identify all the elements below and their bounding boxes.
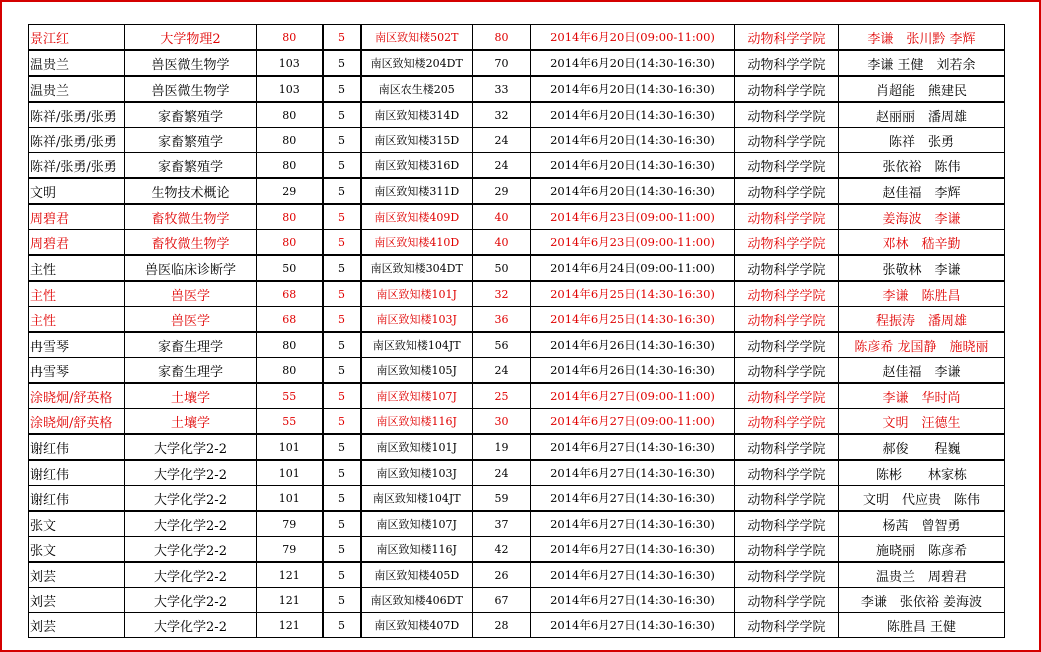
college-cell[interactable]: 动物科学学院 <box>735 153 839 179</box>
table-row <box>29 178 1005 204</box>
duration-cell[interactable]: 5 <box>323 562 361 588</box>
proctors-cell[interactable]: 张敬林 李谦 <box>839 255 1005 281</box>
enrolled-cell[interactable]: 40 <box>473 230 531 256</box>
exam-time-cell[interactable]: 2014年6月20日(14:30-16:30) <box>531 153 735 179</box>
room-cell[interactable]: 南区致知楼104JT <box>361 486 473 512</box>
teacher-cell[interactable]: 张文 <box>29 537 125 563</box>
college-cell[interactable]: 动物科学学院 <box>735 332 839 358</box>
duration-cell[interactable]: 5 <box>323 76 361 102</box>
course-cell[interactable]: 家畜生理学 <box>125 332 257 358</box>
exam-time-cell[interactable]: 2014年6月27日(14:30-16:30) <box>531 486 735 512</box>
college-cell[interactable]: 动物科学学院 <box>735 613 839 638</box>
teacher-cell[interactable]: 冉雪琴 <box>29 358 125 384</box>
class-size-cell[interactable]: 80 <box>257 358 323 384</box>
duration-cell[interactable]: 5 <box>323 204 361 230</box>
duration-cell[interactable]: 5 <box>323 153 361 179</box>
college-cell[interactable]: 动物科学学院 <box>735 102 839 128</box>
course-cell[interactable]: 家畜繁殖学 <box>125 153 257 179</box>
exam-time-cell[interactable]: 2014年6月25日(14:30-16:30) <box>531 307 735 333</box>
exam-time-cell[interactable]: 2014年6月27日(14:30-16:30) <box>531 537 735 563</box>
class-size-cell[interactable]: 80 <box>257 25 323 51</box>
proctors-cell[interactable]: 施晓丽 陈彦希 <box>839 537 1005 563</box>
table-row <box>29 76 1005 102</box>
proctors-cell[interactable]: 文明 代应贵 陈伟 <box>839 486 1005 512</box>
teacher-cell[interactable]: 主性 <box>29 281 125 307</box>
course-cell[interactable]: 大学化学2-2 <box>125 511 257 537</box>
college-cell[interactable]: 动物科学学院 <box>735 486 839 512</box>
room-cell[interactable]: 南区致知楼407D <box>361 613 473 638</box>
teacher-cell[interactable]: 周碧君 <box>29 230 125 256</box>
class-size-cell[interactable]: 55 <box>257 383 323 409</box>
enrolled-cell[interactable]: 26 <box>473 562 531 588</box>
proctors-cell[interactable]: 郝俊 程巍 <box>839 434 1005 460</box>
table-row <box>29 460 1005 486</box>
room-cell[interactable]: 南区致知楼315D <box>361 128 473 153</box>
college-cell[interactable]: 动物科学学院 <box>735 128 839 153</box>
class-size-cell[interactable]: 80 <box>257 204 323 230</box>
course-cell[interactable]: 大学化学2-2 <box>125 588 257 613</box>
proctors-cell[interactable]: 陈胜昌 王健 <box>839 613 1005 638</box>
exam-time-cell[interactable]: 2014年6月26日(14:30-16:30) <box>531 332 735 358</box>
exam-time-cell[interactable]: 2014年6月27日(14:30-16:30) <box>531 562 735 588</box>
teacher-cell[interactable]: 陈祥/张勇/张勇 <box>29 128 125 153</box>
enrolled-cell[interactable]: 30 <box>473 409 531 435</box>
enrolled-cell[interactable]: 40 <box>473 204 531 230</box>
exam-time-cell[interactable]: 2014年6月27日(14:30-16:30) <box>531 460 735 486</box>
exam-time-cell[interactable]: 2014年6月23日(09:00-11:00) <box>531 230 735 256</box>
room-cell[interactable]: 南区致知楼502T <box>361 25 473 51</box>
course-cell[interactable]: 家畜繁殖学 <box>125 128 257 153</box>
course-cell[interactable]: 兽医微生物学 <box>125 76 257 102</box>
class-size-cell[interactable]: 103 <box>257 50 323 76</box>
enrolled-cell[interactable]: 37 <box>473 511 531 537</box>
enrolled-cell[interactable]: 50 <box>473 255 531 281</box>
duration-cell[interactable]: 5 <box>323 128 361 153</box>
enrolled-cell[interactable]: 19 <box>473 434 531 460</box>
duration-cell[interactable]: 5 <box>323 460 361 486</box>
duration-cell[interactable]: 5 <box>323 281 361 307</box>
class-size-cell[interactable]: 68 <box>257 281 323 307</box>
table-row <box>29 25 1005 51</box>
proctors-cell[interactable]: 杨茜 曾智勇 <box>839 511 1005 537</box>
course-cell[interactable]: 大学化学2-2 <box>125 460 257 486</box>
table-row <box>29 50 1005 76</box>
duration-cell[interactable]: 5 <box>323 332 361 358</box>
college-cell[interactable]: 动物科学学院 <box>735 307 839 333</box>
class-size-cell[interactable]: 101 <box>257 460 323 486</box>
college-cell[interactable]: 动物科学学院 <box>735 358 839 384</box>
college-cell[interactable]: 动物科学学院 <box>735 588 839 613</box>
college-cell[interactable]: 动物科学学院 <box>735 204 839 230</box>
course-cell[interactable]: 大学化学2-2 <box>125 562 257 588</box>
duration-cell[interactable]: 5 <box>323 613 361 638</box>
table-row <box>29 562 1005 588</box>
college-cell[interactable]: 动物科学学院 <box>735 537 839 563</box>
room-cell[interactable]: 南区致知楼107J <box>361 511 473 537</box>
table-row <box>29 230 1005 256</box>
room-cell[interactable]: 南区致知楼101J <box>361 281 473 307</box>
class-size-cell[interactable]: 80 <box>257 128 323 153</box>
college-cell[interactable]: 动物科学学院 <box>735 511 839 537</box>
course-cell[interactable]: 家畜生理学 <box>125 358 257 384</box>
room-cell[interactable]: 南区致知楼103J <box>361 460 473 486</box>
class-size-cell[interactable]: 50 <box>257 255 323 281</box>
class-size-cell[interactable]: 121 <box>257 588 323 613</box>
table-row <box>29 358 1005 384</box>
course-cell[interactable]: 大学化学2-2 <box>125 434 257 460</box>
course-cell[interactable]: 土壤学 <box>125 409 257 435</box>
room-cell[interactable]: 南区农生楼205 <box>361 76 473 102</box>
college-cell[interactable]: 动物科学学院 <box>735 255 839 281</box>
proctors-cell[interactable]: 李谦 华时尚 <box>839 383 1005 409</box>
duration-cell[interactable]: 5 <box>323 486 361 512</box>
exam-time-cell[interactable]: 2014年6月27日(14:30-16:30) <box>531 613 735 638</box>
college-cell[interactable]: 动物科学学院 <box>735 230 839 256</box>
proctors-cell[interactable]: 邓林 嵇辛勤 <box>839 230 1005 256</box>
class-size-cell[interactable]: 121 <box>257 613 323 638</box>
teacher-cell[interactable]: 文明 <box>29 178 125 204</box>
college-cell[interactable]: 动物科学学院 <box>735 409 839 435</box>
duration-cell[interactable]: 5 <box>323 178 361 204</box>
course-cell[interactable]: 土壤学 <box>125 383 257 409</box>
exam-time-cell[interactable]: 2014年6月20日(14:30-16:30) <box>531 102 735 128</box>
table-row <box>29 588 1005 613</box>
course-cell[interactable]: 畜牧微生物学 <box>125 204 257 230</box>
room-cell[interactable]: 南区致知楼204DT <box>361 50 473 76</box>
duration-cell[interactable]: 5 <box>323 409 361 435</box>
table-row <box>29 511 1005 537</box>
teacher-cell[interactable]: 张文 <box>29 511 125 537</box>
teacher-cell[interactable]: 冉雪琴 <box>29 332 125 358</box>
teacher-cell[interactable]: 谢红伟 <box>29 460 125 486</box>
exam-time-cell[interactable]: 2014年6月20日(14:30-16:30) <box>531 128 735 153</box>
course-cell[interactable]: 兽医微生物学 <box>125 50 257 76</box>
class-size-cell[interactable]: 80 <box>257 102 323 128</box>
class-size-cell[interactable]: 101 <box>257 434 323 460</box>
teacher-cell[interactable]: 周碧君 <box>29 204 125 230</box>
college-cell[interactable]: 动物科学学院 <box>735 562 839 588</box>
class-size-cell[interactable]: 79 <box>257 537 323 563</box>
table-row <box>29 204 1005 230</box>
room-cell[interactable]: 南区致知楼107J <box>361 383 473 409</box>
table-row <box>29 409 1005 435</box>
duration-cell[interactable]: 5 <box>323 588 361 613</box>
class-size-cell[interactable]: 29 <box>257 178 323 204</box>
duration-cell[interactable]: 5 <box>323 511 361 537</box>
duration-cell[interactable]: 5 <box>323 25 361 51</box>
enrolled-cell[interactable]: 42 <box>473 537 531 563</box>
schedule-body <box>29 25 1005 638</box>
exam-time-cell[interactable]: 2014年6月20日(14:30-16:30) <box>531 50 735 76</box>
exam-time-cell[interactable]: 2014年6月26日(14:30-16:30) <box>531 358 735 384</box>
room-cell[interactable]: 南区致知楼104JT <box>361 332 473 358</box>
course-cell[interactable]: 大学物理2 <box>125 25 257 51</box>
enrolled-cell[interactable]: 67 <box>473 588 531 613</box>
duration-cell[interactable]: 5 <box>323 102 361 128</box>
proctors-cell[interactable]: 李谦 王健 刘若余 <box>839 50 1005 76</box>
exam-time-cell[interactable]: 2014年6月20日(14:30-16:30) <box>531 178 735 204</box>
enrolled-cell[interactable]: 80 <box>473 25 531 51</box>
enrolled-cell[interactable]: 28 <box>473 613 531 638</box>
enrolled-cell[interactable]: 36 <box>473 307 531 333</box>
duration-cell[interactable]: 5 <box>323 255 361 281</box>
room-cell[interactable]: 南区致知楼409D <box>361 204 473 230</box>
table-row <box>29 537 1005 563</box>
college-cell[interactable]: 动物科学学院 <box>735 50 839 76</box>
enrolled-cell[interactable]: 29 <box>473 178 531 204</box>
teacher-cell[interactable]: 景江红 <box>29 25 125 51</box>
enrolled-cell[interactable]: 32 <box>473 102 531 128</box>
proctors-cell[interactable]: 赵佳福 李谦 <box>839 358 1005 384</box>
proctors-cell[interactable]: 赵丽丽 潘周雄 <box>839 102 1005 128</box>
exam-time-cell[interactable]: 2014年6月27日(09:00-11:00) <box>531 383 735 409</box>
teacher-cell[interactable]: 温贵兰 <box>29 76 125 102</box>
course-cell[interactable]: 兽医学 <box>125 281 257 307</box>
course-cell[interactable]: 生物技术概论 <box>125 178 257 204</box>
enrolled-cell[interactable]: 24 <box>473 358 531 384</box>
class-size-cell[interactable]: 121 <box>257 562 323 588</box>
course-cell[interactable]: 畜牧微生物学 <box>125 230 257 256</box>
proctors-cell[interactable]: 程振涛 潘周雄 <box>839 307 1005 333</box>
enrolled-cell[interactable]: 32 <box>473 281 531 307</box>
exam-time-cell[interactable]: 2014年6月27日(14:30-16:30) <box>531 511 735 537</box>
college-cell[interactable]: 动物科学学院 <box>735 76 839 102</box>
class-size-cell[interactable]: 68 <box>257 307 323 333</box>
proctors-cell[interactable]: 陈祥 张勇 <box>839 128 1005 153</box>
duration-cell[interactable]: 5 <box>323 358 361 384</box>
exam-time-cell[interactable]: 2014年6月24日(09:00-11:00) <box>531 255 735 281</box>
class-size-cell[interactable]: 103 <box>257 76 323 102</box>
course-cell[interactable]: 大学化学2-2 <box>125 486 257 512</box>
table-row <box>29 434 1005 460</box>
proctors-cell[interactable]: 陈彬 林家栋 <box>839 460 1005 486</box>
college-cell[interactable]: 动物科学学院 <box>735 434 839 460</box>
room-cell[interactable]: 南区致知楼304DT <box>361 255 473 281</box>
college-cell[interactable]: 动物科学学院 <box>735 178 839 204</box>
exam-time-cell[interactable]: 2014年6月25日(14:30-16:30) <box>531 281 735 307</box>
proctors-cell[interactable]: 温贵兰 周碧君 <box>839 562 1005 588</box>
college-cell[interactable]: 动物科学学院 <box>735 281 839 307</box>
teacher-cell[interactable]: 谢红伟 <box>29 434 125 460</box>
duration-cell[interactable]: 5 <box>323 230 361 256</box>
course-cell[interactable]: 大学化学2-2 <box>125 537 257 563</box>
proctors-cell[interactable]: 李谦 陈胜昌 <box>839 281 1005 307</box>
class-size-cell[interactable]: 55 <box>257 409 323 435</box>
exam-time-cell[interactable]: 2014年6月27日(14:30-16:30) <box>531 434 735 460</box>
duration-cell[interactable]: 5 <box>323 537 361 563</box>
course-cell[interactable]: 大学化学2-2 <box>125 613 257 638</box>
exam-time-cell[interactable]: 2014年6月27日(14:30-16:30) <box>531 588 735 613</box>
proctors-cell[interactable]: 肖超能 熊建民 <box>839 76 1005 102</box>
room-cell[interactable]: 南区致知楼116J <box>361 409 473 435</box>
room-cell[interactable]: 南区致知楼116J <box>361 537 473 563</box>
proctors-cell[interactable]: 李谦 张依裕 姜海波 <box>839 588 1005 613</box>
room-cell[interactable]: 南区致知楼101J <box>361 434 473 460</box>
table-row <box>29 383 1005 409</box>
table-row <box>29 332 1005 358</box>
exam-schedule-table <box>28 24 1005 638</box>
teacher-cell[interactable]: 刘芸 <box>29 613 125 638</box>
course-cell[interactable]: 家畜繁殖学 <box>125 102 257 128</box>
college-cell[interactable]: 动物科学学院 <box>735 25 839 51</box>
room-cell[interactable]: 南区致知楼311D <box>361 178 473 204</box>
table-row <box>29 613 1005 638</box>
room-cell[interactable]: 南区致知楼105J <box>361 358 473 384</box>
table-row <box>29 153 1005 179</box>
proctors-cell[interactable]: 陈彦希 龙国静 施晓丽 <box>839 332 1005 358</box>
teacher-cell[interactable]: 谢红伟 <box>29 486 125 512</box>
table-row <box>29 281 1005 307</box>
proctors-cell[interactable]: 姜海波 李谦 <box>839 204 1005 230</box>
table-row <box>29 307 1005 333</box>
room-cell[interactable]: 南区致知楼406DT <box>361 588 473 613</box>
proctors-cell[interactable]: 李谦 张川黔 李辉 <box>839 25 1005 51</box>
teacher-cell[interactable]: 陈祥/张勇/张勇 <box>29 153 125 179</box>
proctors-cell[interactable]: 文明 汪德生 <box>839 409 1005 435</box>
exam-time-cell[interactable]: 2014年6月27日(09:00-11:00) <box>531 409 735 435</box>
class-size-cell[interactable]: 80 <box>257 230 323 256</box>
proctors-cell[interactable]: 赵佳福 李辉 <box>839 178 1005 204</box>
teacher-cell[interactable]: 涂晓炯/舒英格 <box>29 409 125 435</box>
table-row <box>29 255 1005 281</box>
room-cell[interactable]: 南区致知楼314D <box>361 102 473 128</box>
room-cell[interactable]: 南区致知楼410D <box>361 230 473 256</box>
proctors-cell[interactable]: 张依裕 陈伟 <box>839 153 1005 179</box>
college-cell[interactable]: 动物科学学院 <box>735 383 839 409</box>
enrolled-cell[interactable]: 24 <box>473 128 531 153</box>
duration-cell[interactable]: 5 <box>323 50 361 76</box>
course-cell[interactable]: 兽医学 <box>125 307 257 333</box>
exam-time-cell[interactable]: 2014年6月20日(14:30-16:30) <box>531 76 735 102</box>
enrolled-cell[interactable]: 33 <box>473 76 531 102</box>
class-size-cell[interactable]: 80 <box>257 153 323 179</box>
class-size-cell[interactable]: 101 <box>257 486 323 512</box>
teacher-cell[interactable]: 刘芸 <box>29 588 125 613</box>
teacher-cell[interactable]: 温贵兰 <box>29 50 125 76</box>
enrolled-cell[interactable]: 70 <box>473 50 531 76</box>
college-cell[interactable]: 动物科学学院 <box>735 460 839 486</box>
table-row <box>29 128 1005 153</box>
teacher-cell[interactable]: 刘芸 <box>29 562 125 588</box>
table-row <box>29 486 1005 512</box>
room-cell[interactable]: 南区致知楼103J <box>361 307 473 333</box>
table-row <box>29 102 1005 128</box>
room-cell[interactable]: 南区致知楼405D <box>361 562 473 588</box>
teacher-cell[interactable]: 主性 <box>29 255 125 281</box>
enrolled-cell[interactable]: 24 <box>473 153 531 179</box>
enrolled-cell[interactable]: 24 <box>473 460 531 486</box>
class-size-cell[interactable]: 80 <box>257 332 323 358</box>
exam-time-cell[interactable]: 2014年6月20日(09:00-11:00) <box>531 25 735 51</box>
course-cell[interactable]: 兽医临床诊断学 <box>125 255 257 281</box>
room-cell[interactable]: 南区致知楼316D <box>361 153 473 179</box>
teacher-cell[interactable]: 涂晓炯/舒英格 <box>29 383 125 409</box>
teacher-cell[interactable]: 陈祥/张勇/张勇 <box>29 102 125 128</box>
duration-cell[interactable]: 5 <box>323 434 361 460</box>
teacher-cell[interactable]: 主性 <box>29 307 125 333</box>
duration-cell[interactable]: 5 <box>323 383 361 409</box>
class-size-cell[interactable]: 79 <box>257 511 323 537</box>
exam-time-cell[interactable]: 2014年6月23日(09:00-11:00) <box>531 204 735 230</box>
enrolled-cell[interactable]: 59 <box>473 486 531 512</box>
enrolled-cell[interactable]: 56 <box>473 332 531 358</box>
enrolled-cell[interactable]: 25 <box>473 383 531 409</box>
duration-cell[interactable]: 5 <box>323 307 361 333</box>
